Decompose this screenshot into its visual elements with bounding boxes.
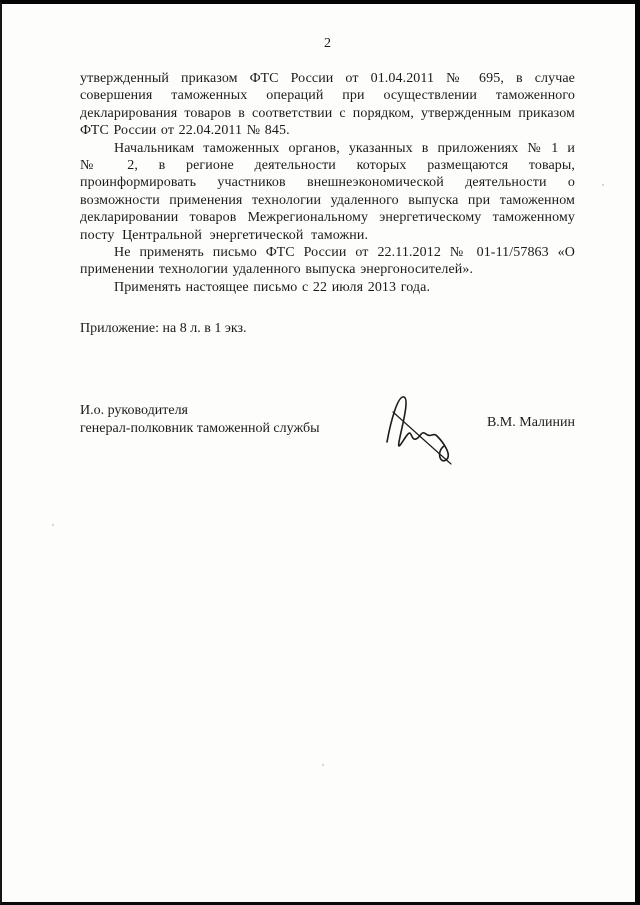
signature-block (80, 402, 575, 470)
paragraph: Применять настоящее письмо с 22 июля 2013 года. (114, 279, 431, 295)
page-content (80, 36, 575, 470)
attachment-note: Приложение: на 8 л. в 1 экз. (80, 321, 247, 337)
paragraph: Не применять письмо ФТС России от 22.11.2012 № 01-11/57863 «О применении технологии удаленного выпуска энергоносителей». (80, 245, 575, 278)
signatory-title-line2: генерал-полковник таможенной службы (80, 420, 320, 436)
paragraph: Начальникам таможенных органов, указанных в приложениях № 1 и № 2, в регионе деятельности которых размещаются товары, проинформировать участников внешнеэкономической деятельности о возможности применения технологии удаленного выпуска при таможенном декларировании товаров Межрегиональному энергетическому таможенному посту Центральной энергетической таможни. (80, 140, 575, 243)
page-number: 2 (324, 36, 331, 51)
signatory-title (80, 402, 385, 438)
scan-speck (602, 184, 604, 186)
paragraph: утвержденный приказом ФТС России от 01.04.2011 № 695, в случае совершения таможенных операций при осуществлении таможенного декларирования товаров в соответствии с порядком, утвержденным приказом ФТС России от 22.04.2011 № 845. (80, 71, 575, 139)
signatory-title-line1: И.о. руководителя (80, 402, 189, 418)
letter-body (80, 70, 575, 296)
signatory-name: В.М. Малинин (486, 414, 575, 430)
scan-speck (52, 524, 54, 526)
signature-scribble (373, 392, 485, 470)
scan-speck (322, 764, 324, 766)
